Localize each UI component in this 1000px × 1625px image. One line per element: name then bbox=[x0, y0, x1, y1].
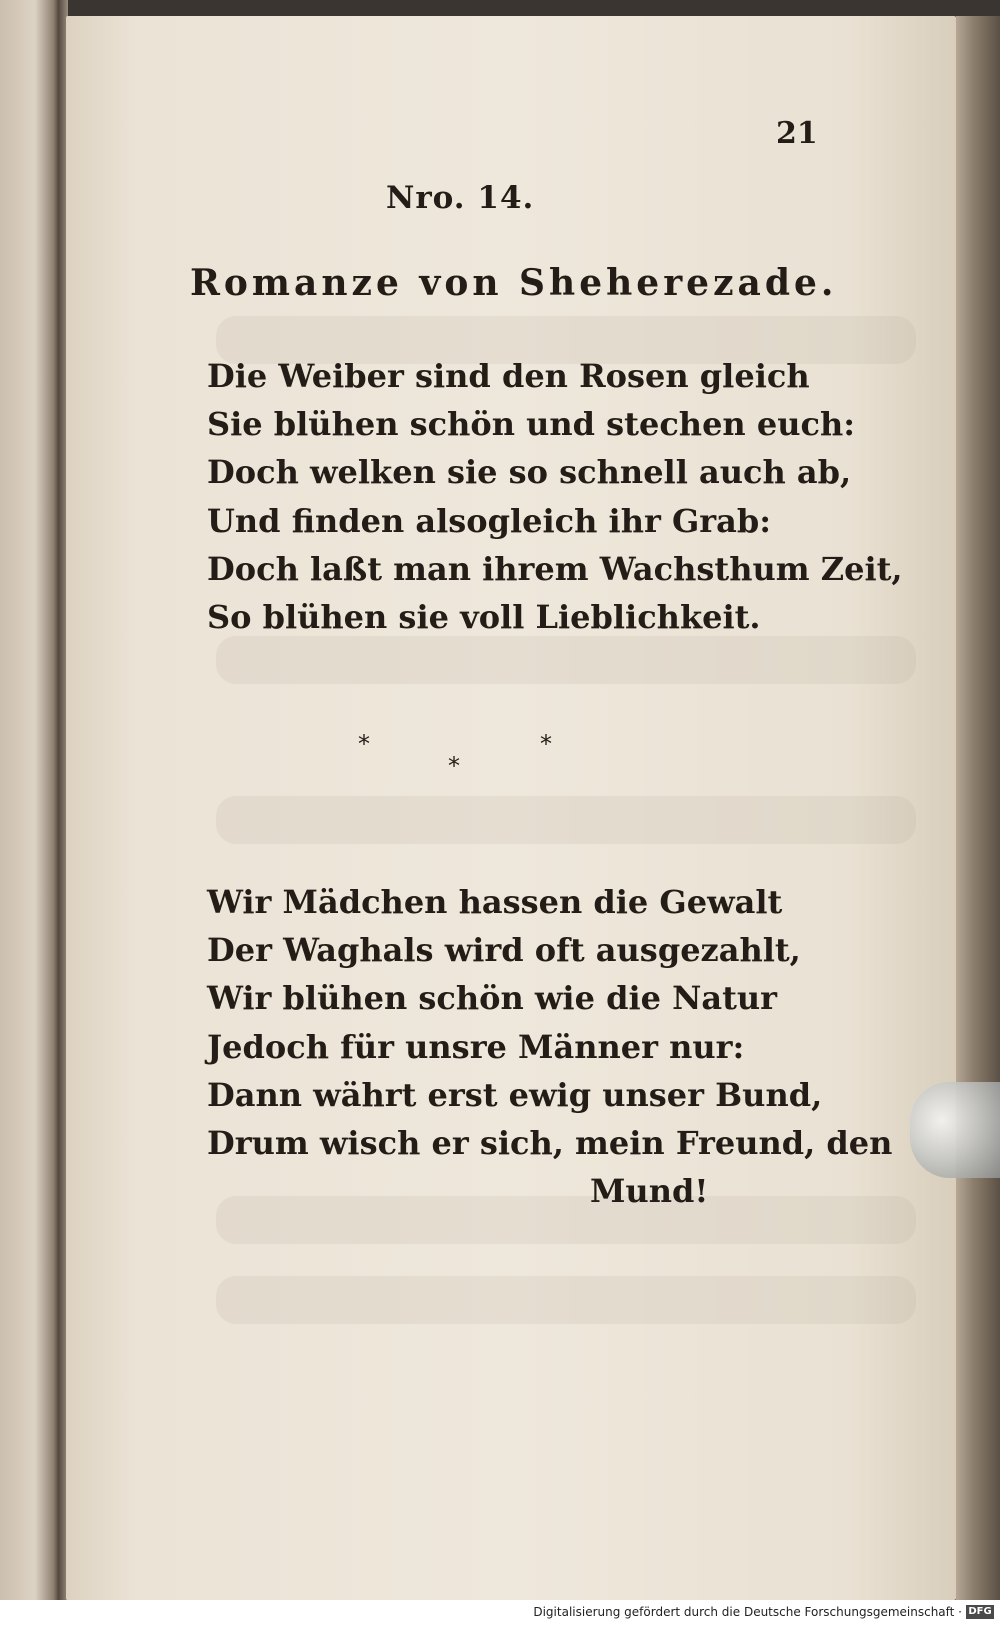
page-number: 21 bbox=[776, 116, 818, 151]
book-page bbox=[66, 16, 956, 1600]
facing-page-edge bbox=[0, 0, 58, 1600]
poem-line: Doch laßt man ihrem Wachsthum Zeit, bbox=[207, 549, 903, 588]
poem-line-continuation: Mund! bbox=[590, 1172, 709, 1211]
poem-title: Romanze von Sheherezade. bbox=[190, 262, 838, 304]
poem-line: Die Weiber sind den Rosen gleich bbox=[207, 357, 810, 395]
show-through-shadow bbox=[216, 796, 916, 844]
asterism-divider bbox=[350, 730, 610, 790]
poem-line: Jedoch für unsre Männer nur: bbox=[207, 1027, 745, 1066]
dfg-logo-badge: DFG bbox=[966, 1605, 994, 1619]
digitization-credit: Digitalisierung gefördert durch die Deutsche Forschungsgemeinschaft · bbox=[533, 1605, 962, 1619]
show-through-shadow bbox=[216, 1276, 916, 1324]
show-through-shadow bbox=[216, 636, 916, 684]
poem-line: Und finden alsogleich ihr Grab: bbox=[207, 501, 772, 540]
stanza-2 bbox=[207, 878, 893, 1215]
divider-star: * bbox=[448, 752, 460, 780]
section-number: Nro. 14. bbox=[386, 180, 535, 216]
divider-star: * bbox=[540, 730, 552, 758]
poem-line: Doch welken sie so schnell auch ab, bbox=[207, 453, 852, 492]
page-clip bbox=[910, 1082, 1000, 1178]
stanza-1 bbox=[207, 352, 903, 641]
poem-line: Der Waghals wird oft ausgezahlt, bbox=[207, 931, 801, 970]
poem-line: So blühen sie voll Lieblichkeit. bbox=[207, 598, 761, 637]
poem-line: Wir blühen schön wie die Natur bbox=[207, 979, 777, 1018]
page-fore-edge bbox=[956, 16, 1000, 1600]
poem-line: Dann währt erst ewig unser Bund, bbox=[207, 1075, 823, 1114]
poem-line: Wir Mädchen hassen die Gewalt bbox=[207, 883, 783, 921]
poem-line: Sie blühen schön und stechen euch: bbox=[207, 405, 856, 444]
poem-line: Drum wisch er sich, mein Freund, den bbox=[207, 1124, 893, 1163]
divider-star: * bbox=[358, 730, 370, 758]
footer-bar bbox=[0, 1600, 1000, 1625]
